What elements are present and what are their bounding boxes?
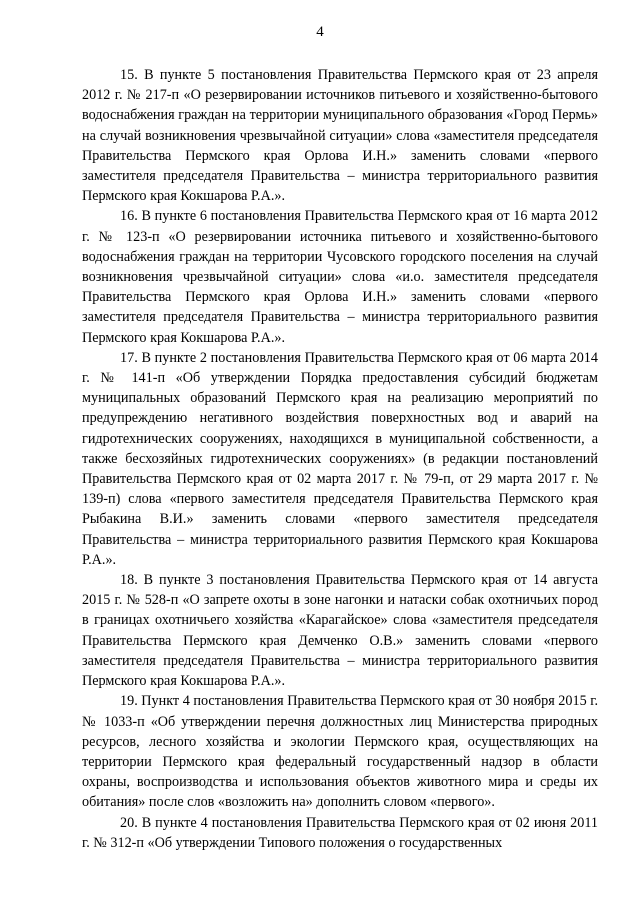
paragraph-16: 16. В пункте 6 постановления Правительства Пермского края от 16 марта 2012 г. № 123-п «О резервировании источника питьевого и хозяйственно-бытового водоснабжения граждан на территории Чусовского городского поселения на случай возникновения чрезвычайной ситуации» слова «и.о. заместителя председателя Правительства Пермского края Орлова И.Н.» заменить словами «первого заместителя председателя Правительства – министра территориального развития Пермского края Кокшарова Р.А.». (82, 208, 598, 346)
paragraph-17: 17. В пункте 2 постановления Правительства Пермского края от 06 марта 2014 г. № 141-п «Об утверждении Порядка предоставления субсидий бюджетам муниципальных образований Пермского края на реализацию мероприятий по предупреждению негативного воздействия поверхностных вод и аварий на гидротехнических сооружениях, находящихся в муниципальной собственности, а также бесхозяйных гидротехнических сооружениях» (в редакции постановлений Правительства Пермского края от 02 марта 2017 г. № 79-п, от 29 марта 2017 г. № 139-п) слова «первого заместителя председателя Правительства Пермского края Рыбакина В.И.» заменить словами «первого заместителя председателя Правительства – министра территориального развития Пермского края Кокшарова Р.А.». (82, 349, 598, 568)
paragraph-18: 18. В пункте 3 постановления Правительства Пермского края от 14 августа 2015 г. № 528-п «О запрете охоты в зоне нагонки и натаски собак охотничьих пород в границах охотничьего хозяйства «Карагайское» слова «заместителя председателя Правительства Пермского края Демченко О.В.» заменить словами «первого заместителя председателя Правительства – министра территориального развития Пермского края Кокшарова Р.А.». (82, 572, 598, 690)
paragraph-15: 15. В пункте 5 постановления Правительства Пермского края от 23 апреля 2012 г. № 217-п «О резервировании источников питьевого и хозяйственно-бытового водоснабжения граждан на территории муниципального образования «Город Пермь» на случай возникновения чрезвычайной ситуации» слова «заместителя председателя Правительства Пермского края Орлова И.Н.» заменить словами «первого заместителя председателя Правительства – министра территориального развития Пермского края Кокшарова Р.А.». (82, 67, 598, 205)
paragraph-20: 20. В пункте 4 постановления Правительства Пермского края от 02 июня 2011 г. № 312-п «Об утверждении Типового положения о государственных (82, 814, 598, 851)
paragraph-19: 19. Пункт 4 постановления Правительства Пермского края от 30 ноября 2015 г. № 1033-п «Об утверждении перечня должностных лиц Министерства природных ресурсов, лесного хозяйства и экологии Пермского края, осуществляющих на территории Пермского края федеральный государственный надзор в области охраны, воспроизводства и использования объектов животного мира и среды их обитания» после слов «возложить на» дополнить словом «первого». (82, 693, 598, 811)
document-body (82, 65, 598, 853)
page-number: 4 (316, 24, 324, 40)
